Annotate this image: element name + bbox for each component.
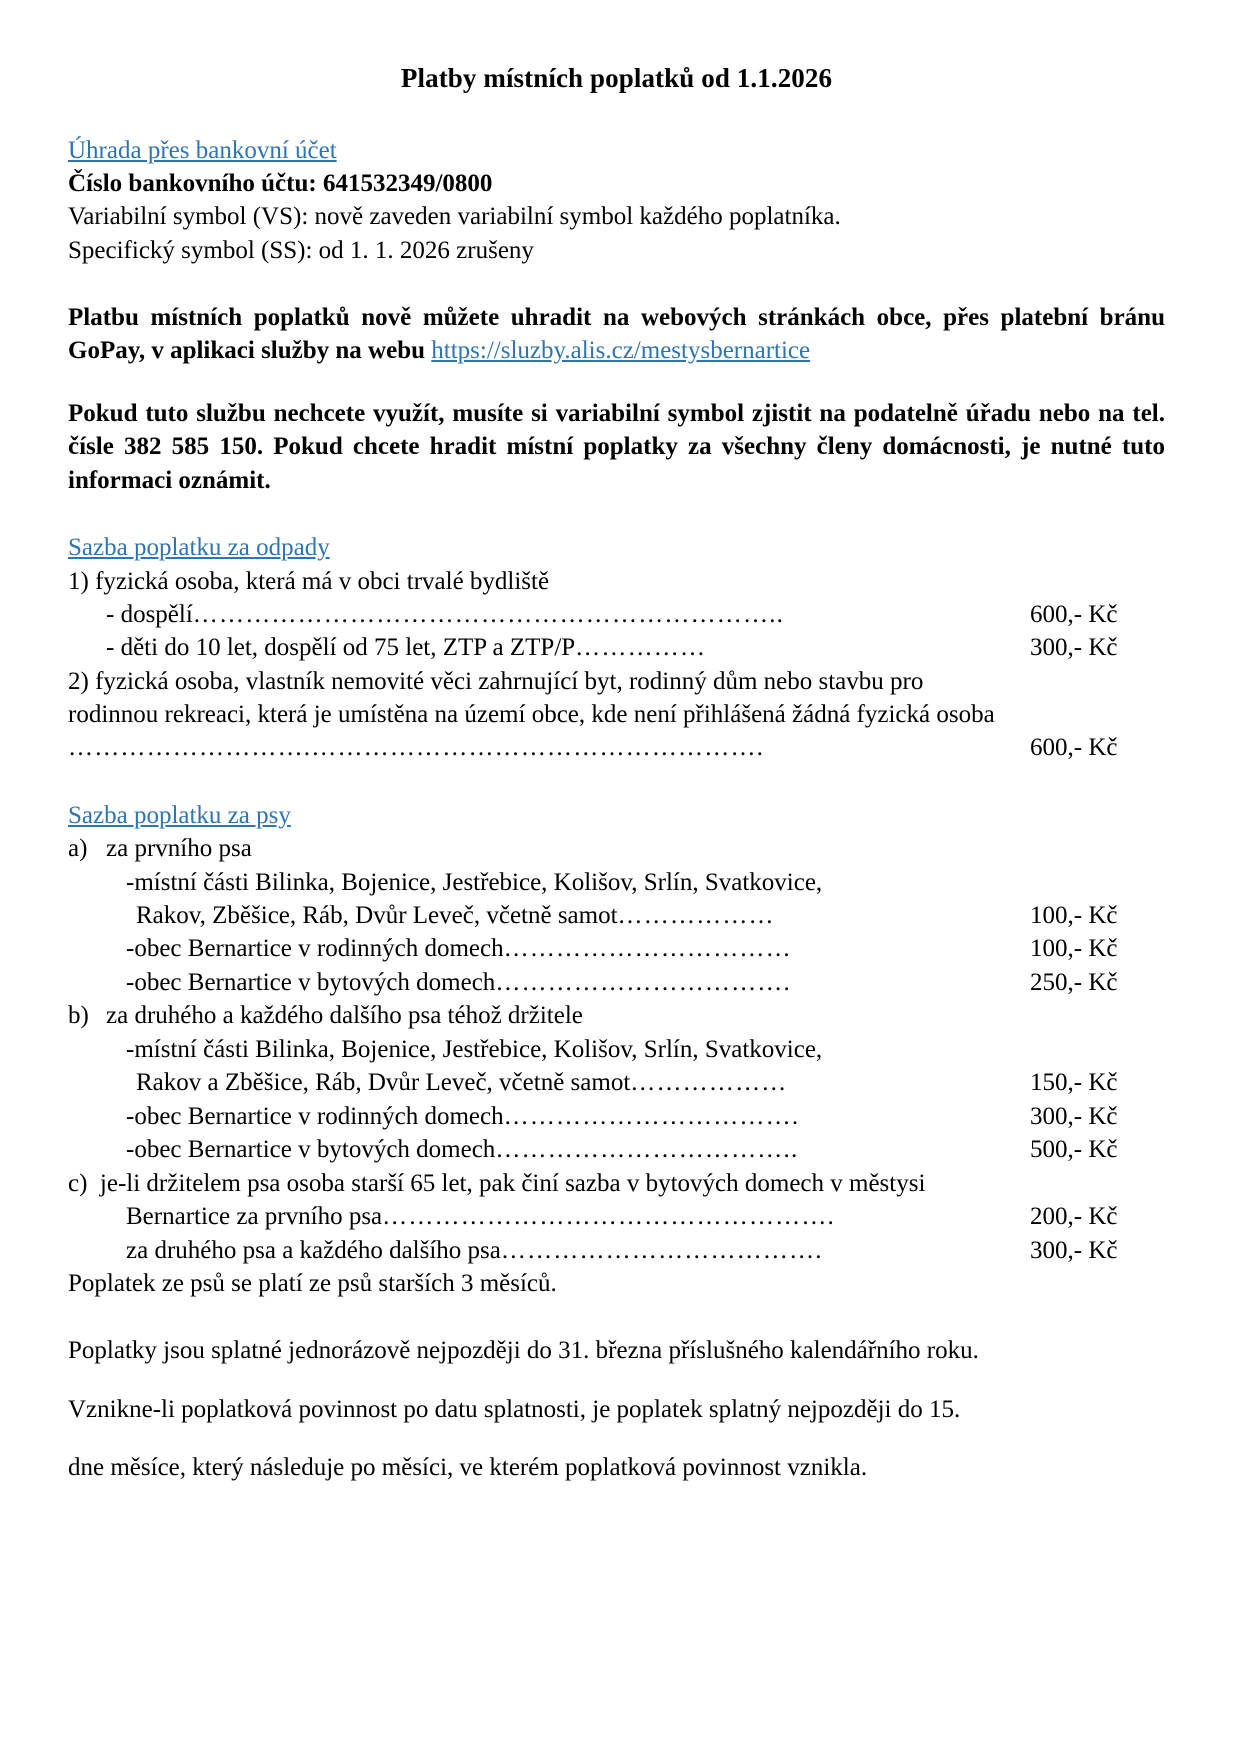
leader-dots: ……………… [630, 1069, 788, 1096]
variable-symbol-line: Variabilní symbol (VS): nově zaveden variabilní symbol každého poplatníka. [68, 203, 841, 231]
fee-label: Rakov a Zběšice, Ráb, Dvůr Leveč, včetně samot [136, 1069, 631, 1096]
fee-row [68, 966, 1165, 1000]
leader-dots: ………………………………. [500, 1236, 823, 1264]
due-date-line-3: dne měsíce, který následuje po měsíci, ve kterém poplatková povinnost vznikla. [68, 1454, 868, 1481]
fee-row [68, 731, 1165, 765]
leader-dots: …………………………… [503, 935, 792, 963]
leader-dots: ………………………………………………………….. [192, 600, 785, 628]
fee-amount: 150,- Kč [1030, 1069, 1118, 1096]
leader-dots: …………… [575, 634, 707, 662]
bank-section-heading-wrap [68, 134, 1165, 167]
leader-dots: ……………………………. [503, 1102, 800, 1130]
list-item-label: je-li držitelem psa osoba starší 65 let, pak činí sazba v bytových domech v městysi [99, 1169, 926, 1197]
due-date-paragraph [68, 1334, 1165, 1484]
fee-label: - dospělí [106, 600, 193, 628]
waste-item-2-line-1: 2) fyzická osoba, vlastník nemovité věci zahrnující byt, rodinný dům nebo stavbu pro [68, 667, 924, 695]
fee-row [68, 1066, 1165, 1100]
fee-row [68, 1200, 1165, 1234]
page-title: Platby místních poplatků od 1.1.2026 [400, 63, 833, 93]
fee-row [68, 1100, 1165, 1134]
fee-row [68, 1133, 1165, 1167]
dog-fee-section [68, 799, 1165, 1301]
fee-label: -obec Bernartice v rodinných domech [126, 935, 504, 963]
variable-symbol-notice-paragraph: Pokud tuto službu nechcete využít, musíte si variabilní symbol zjistit na podatelně úřadu nebo na tel. čísle 382 585 150. Pokud chcete hradit místní poplatky za všechny členy domácnosti, je nutné tuto informaci oznámit. [68, 399, 1165, 494]
fee-row [68, 631, 1165, 665]
fee-row [68, 1234, 1165, 1268]
spacer [68, 765, 1165, 799]
fee-amount: 100,- Kč [1030, 901, 1118, 929]
dog-group-a-localities-line: -místní části Bilinka, Bojenice, Jestřebice, Kolišov, Srlín, Svatkovice, [126, 868, 823, 896]
bank-section-heading: Úhrada přes bankovní účet [68, 136, 337, 164]
fee-label: -obec Bernartice v bytových domech [126, 968, 496, 996]
fee-amount: 300,- Kč [1030, 1236, 1118, 1264]
due-date-line-1: Poplatky jsou splatné jednorázově nejpozději do 31. března příslušného kalendářního roku. [68, 1337, 979, 1365]
fee-amount: 100,- Kč [1030, 935, 1118, 963]
list-marker: b) [68, 1002, 89, 1030]
waste-item-2-line-2: rodinnou rekreaci, která je umístěna na území obce, kde není přihlášená žádná fyzická osoba [68, 701, 995, 728]
due-date-line-2: Vznikne-li poplatková povinnost po datu splatnosti, je poplatek splatný nejpozději do 15. [68, 1395, 961, 1423]
list-item-label: za prvního psa [106, 835, 252, 862]
fee-label: -obec Bernartice v rodinných domech [126, 1102, 504, 1130]
fee-amount: 300,- Kč [1030, 1102, 1118, 1130]
fee-row [68, 899, 1165, 933]
dog-group-c-title-row [68, 1167, 1165, 1201]
dog-group-b-title-row [68, 999, 1165, 1033]
dog-fee-heading: Sazba poplatku za psy [68, 801, 291, 829]
fee-label: Bernartice za prvního psa [126, 1203, 383, 1230]
fee-amount: 500,- Kč [1030, 1136, 1118, 1163]
dog-heading-wrap [68, 799, 1165, 832]
leader-dots: ……………………………. [495, 968, 791, 996]
dog-group-b-localities-line: -místní části Bilinka, Bojenice, Jestřebice, Kolišov, Srlín, Svatkovice, [126, 1035, 823, 1063]
gopay-service-link[interactable]: https://sluzby.alis.cz/mestysbernartice [431, 337, 811, 365]
fee-amount: 600,- Kč [1030, 600, 1118, 628]
gopay-paragraph [68, 301, 1165, 368]
list-marker: c) [68, 1169, 88, 1197]
spacer [68, 497, 1165, 531]
fee-row [68, 932, 1165, 966]
list-marker: a) [68, 835, 88, 862]
fee-amount: 250,- Kč [1030, 968, 1118, 996]
fee-amount: 300,- Kč [1030, 634, 1118, 662]
fee-amount: 600,- Kč [1030, 734, 1118, 762]
fee-label: - děti do 10 let, dospělí od 75 let, ZTP a ZTP/P [106, 634, 576, 662]
fee-label: Rakov, Zběšice, Ráb, Dvůr Leveč, včetně samot [136, 901, 618, 929]
fee-amount: 200,- Kč [1030, 1203, 1118, 1230]
waste-fee-section [68, 531, 1165, 765]
waste-item-1-intro: 1) fyzická osoba, která má v obci trvalé bydliště [68, 567, 550, 595]
list-item-label: za druhého a každého dalšího psa téhož držitele [106, 1002, 583, 1030]
leader-dots: ……………………….……………………………………………. [68, 734, 765, 762]
leader-dots: ……………… [617, 901, 775, 929]
specific-symbol-line: Specifický symbol (SS): od 1. 1. 2026 zrušeny [68, 236, 534, 264]
spacer [68, 1300, 1165, 1334]
leader-dots: …………………………….. [495, 1136, 799, 1163]
gopay-paragraph-text: Platbu místních poplatků nově můžete uhradit na webových stránkách obce, přes platební bránu GoPay, v aplikaci služby na webu [68, 303, 1165, 365]
bank-account-section [68, 134, 1165, 267]
dog-group-a-title-row [68, 832, 1165, 866]
dog-fee-footnote: Poplatek ze psů se platí ze psů starších 3 měsíců. [68, 1270, 557, 1297]
spacer [68, 267, 1165, 301]
fee-label: za druhého psa a každého dalšího psa [126, 1236, 501, 1264]
fee-label: -obec Bernartice v bytových domech [126, 1136, 496, 1163]
bank-account-number-line: Číslo bankovního účtu: 641532349/0800 [68, 170, 493, 197]
fee-row [68, 598, 1165, 632]
waste-fee-heading: Sazba poplatku za odpady [68, 534, 330, 562]
spacer [68, 368, 1165, 397]
waste-heading-wrap [68, 531, 1165, 564]
leader-dots: ……………………………………………. [382, 1203, 835, 1230]
